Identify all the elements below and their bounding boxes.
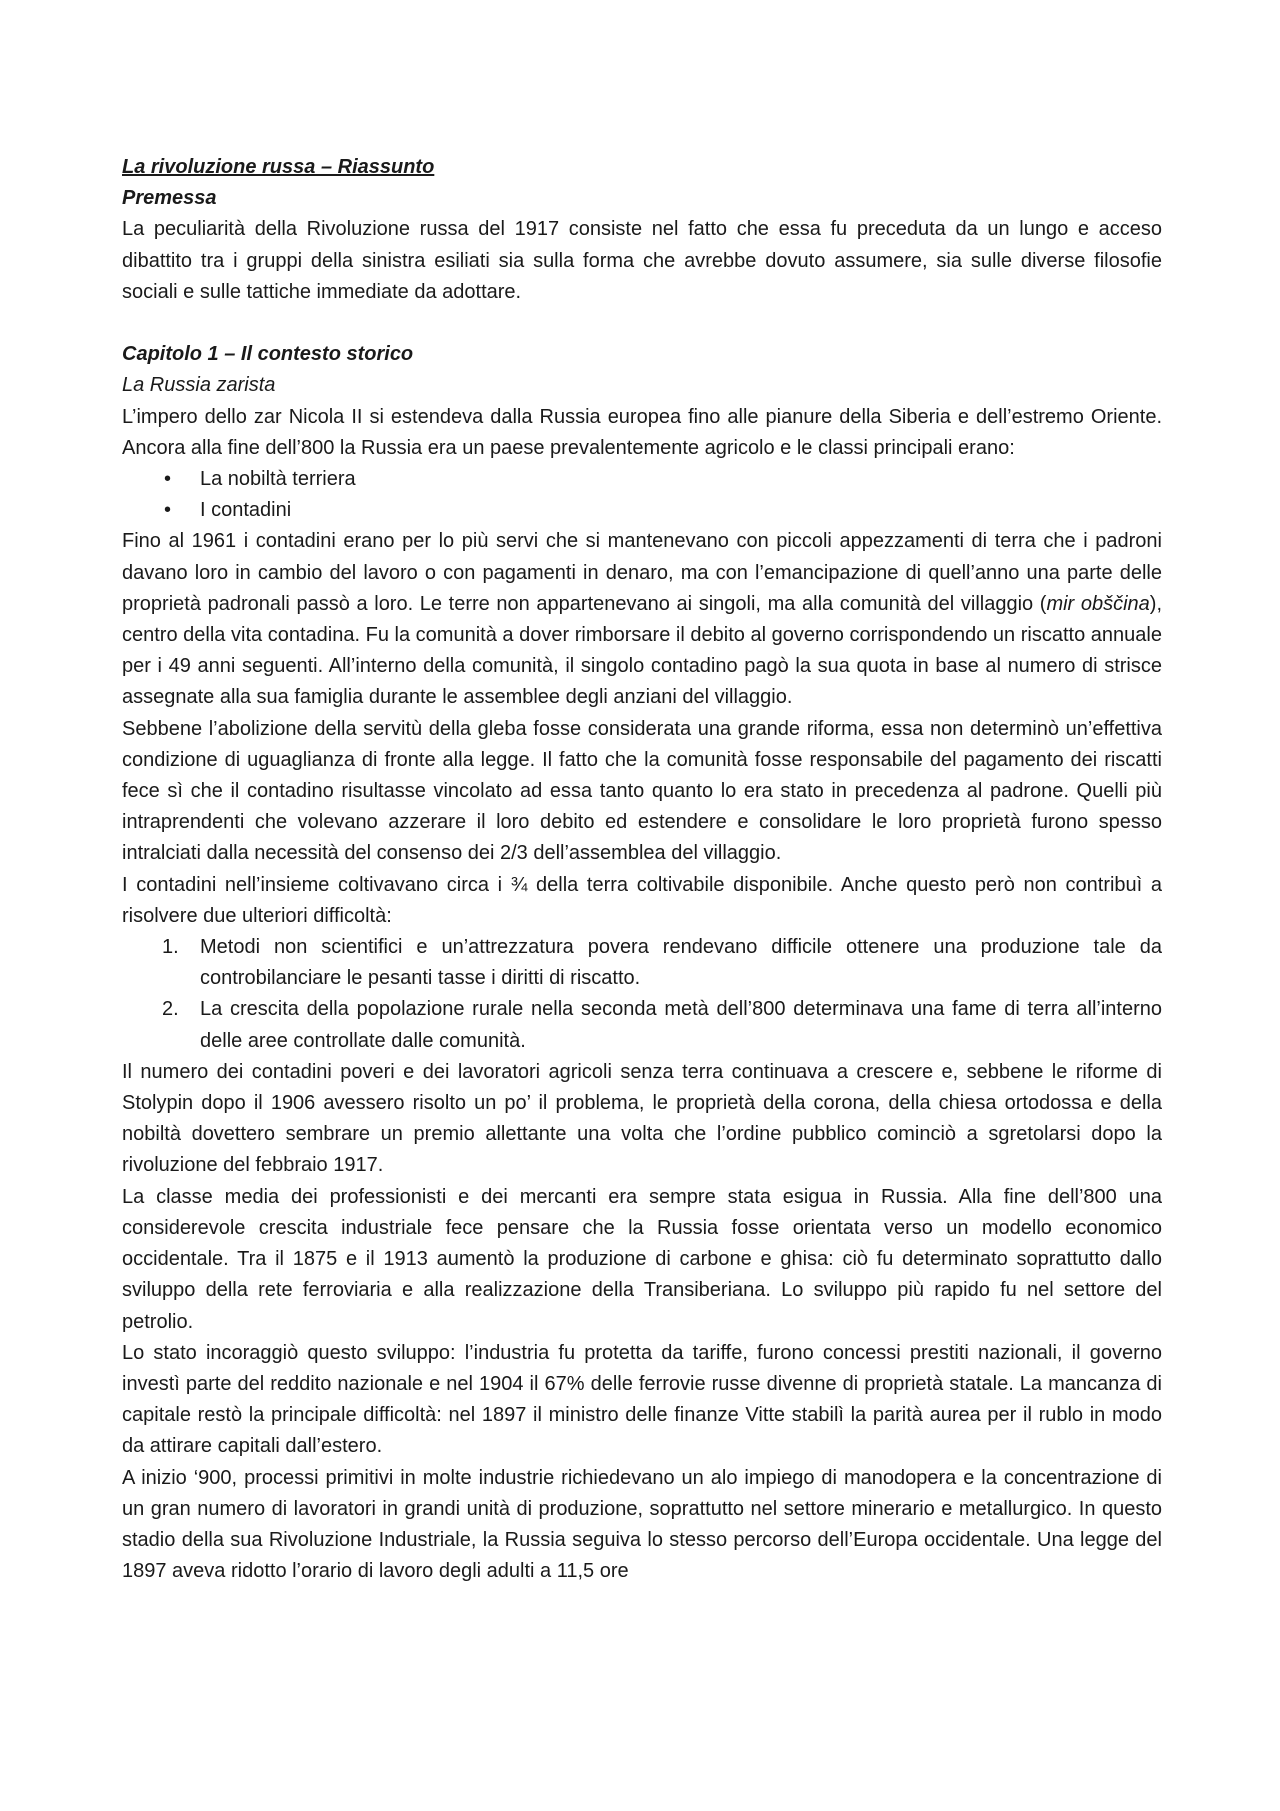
classes-list bbox=[122, 464, 1162, 526]
text-span: ), centro della vita contadina. Fu la comunità a dover rimborsare il debito al governo corrispondendo un riscatto annuale per i 49 anni seguenti. All’interno della comunità, il singolo contadino pagò la sua quota in base al numero di strisce assegnate alla sua famiglia durante le assemblee degli anziani del villaggio. bbox=[122, 592, 1162, 709]
paragraph-impero: L’impero dello zar Nicola II si estendeva dalla Russia europea fino alle pianure della Siberia e dell’estremo Oriente. Ancora alla fine dell’800 la Russia era un paese prevalentemente agricolo e le classi principali erano: bbox=[122, 405, 1162, 459]
document-title: La rivoluzione russa – Riassunto bbox=[122, 156, 435, 178]
chapter-heading: Capitolo 1 – Il contesto storico bbox=[122, 343, 414, 366]
paragraph-abolizione: Sebbene l’abolizione della servitù della gleba fosse considerata una grande riforma, essa non determinò un’effettiva condizione di uguaglianza di fronte alla legge. Il fatto che la comunità fosse responsabile del pagamento dei riscatti fece sì che il contadino risultasse vincolato ad essa tanto quanto lo era stato in precedenza al padrone. Quelli più intraprendenti che volevano azzerare il loro debito ed estendere e consolidare le loro proprietà furono spesso intralciati dalla necessità del consenso dei 2/3 dell’assemblea del villaggio. bbox=[122, 717, 1162, 865]
subsection-heading: La Russia zarista bbox=[122, 374, 276, 397]
list-item: • La nobiltà terriera bbox=[122, 464, 1162, 495]
premessa-paragraph: La peculiarità della Rivoluzione russa del 1917 consiste nel fatto che essa fu preceduta da un lungo e acceso dibattito tra i gruppi della sinistra esiliati sia sulla forma che avrebbe dovuto assumere, sia sulle diverse filosofie sociali e sulle tattiche immediate da adottare. bbox=[122, 218, 1162, 303]
list-text: La crescita della popolazione rurale nella seconda metà dell’800 determinava una fame di terra all’interno delle aree controllate dalle comunità. bbox=[200, 998, 1162, 1052]
premessa-heading: Premessa bbox=[122, 187, 217, 210]
paragraph-stato: Lo stato incoraggiò questo sviluppo: l’industria fu protetta da tariffe, furono concessi prestiti nazionali, il governo investì parte del reddito nazionale e nel 1904 il 67% delle ferrovie russe divenne di proprietà statale. La mancanza di capitale restò la principale difficoltà: nel 1897 il ministro delle finanze Vitte stabilì la parità aurea per il rublo in modo da attirare capitali dall’estero. bbox=[122, 1341, 1162, 1458]
paragraph-terra: I contadini nell’insieme coltivavano circa i ¾ della terra coltivabile disponibile. Anche questo però non contribuì a risolvere due ulteriori difficoltà: bbox=[122, 873, 1162, 927]
list-text: Metodi non scientifici e un’attrezzatura povera rendevano difficile ottenere una produzione tale da controbilanciare le pesanti tasse i diritti di riscatto. bbox=[200, 936, 1162, 990]
italic-term: mir obščina bbox=[1046, 592, 1150, 615]
difficulties-list bbox=[122, 932, 1162, 1057]
list-number: 1. bbox=[162, 936, 179, 959]
document-page bbox=[122, 152, 1162, 1587]
list-item bbox=[122, 932, 1162, 994]
list-item bbox=[122, 994, 1162, 1056]
list-number: 2. bbox=[162, 998, 179, 1021]
list-item: • I contadini bbox=[122, 495, 1162, 526]
paragraph-contadini bbox=[122, 526, 1162, 713]
paragraph-inizio-900: A inizio ‘900, processi primitivi in molte industrie richiedevano un alo impiego di manodopera e la concentrazione di un gran numero di lavoratori in grandi unità di produzione, soprattutto nel settore minerario e metallurgico. In questo stadio della sua Rivoluzione Industriale, la Russia seguiva lo stesso percorso dell’Europa occidentale. Una legge del 1897 aveva ridotto l’orario di lavoro degli adulti a 11,5 ore bbox=[122, 1466, 1162, 1583]
spacer bbox=[122, 308, 1162, 339]
text-span: Fino al 1961 i contadini erano per lo più servi che si mantenevano con piccoli appezzamenti di terra che i padroni davano loro in cambio del lavoro o con pagamenti in denaro, ma con l’emancipazione di quell’anno una parte delle proprietà padronali passò a loro. Le terre non appartenevano ai singoli, ma alla comunità del villaggio ( bbox=[122, 530, 1162, 615]
paragraph-classe-media: La classe media dei professionisti e dei mercanti era sempre stata esigua in Russia. Alla fine dell’800 una considerevole crescita industriale fece pensare che la Russia fosse orientata verso un modello economico occidentale. Tra il 1875 e il 1913 aumentò la produzione di carbone e ghisa: ciò fu determinato soprattutto dallo sviluppo della rete ferroviaria e alla realizzazione della Transiberiana. Lo sviluppo più rapido fu nel settore del petrolio. bbox=[122, 1185, 1162, 1333]
paragraph-stolypin: Il numero dei contadini poveri e dei lavoratori agricoli senza terra continuava a crescere e, sebbene le riforme di Stolypin dopo il 1906 avessero risolto un po’ il problema, le proprietà della corona, della chiesa ortodossa e della nobiltà dovettero sembrare un premio allettante una volta che l’ordine pubblico cominciò a sgretolarsi dopo la rivoluzione del febbraio 1917. bbox=[122, 1060, 1162, 1177]
